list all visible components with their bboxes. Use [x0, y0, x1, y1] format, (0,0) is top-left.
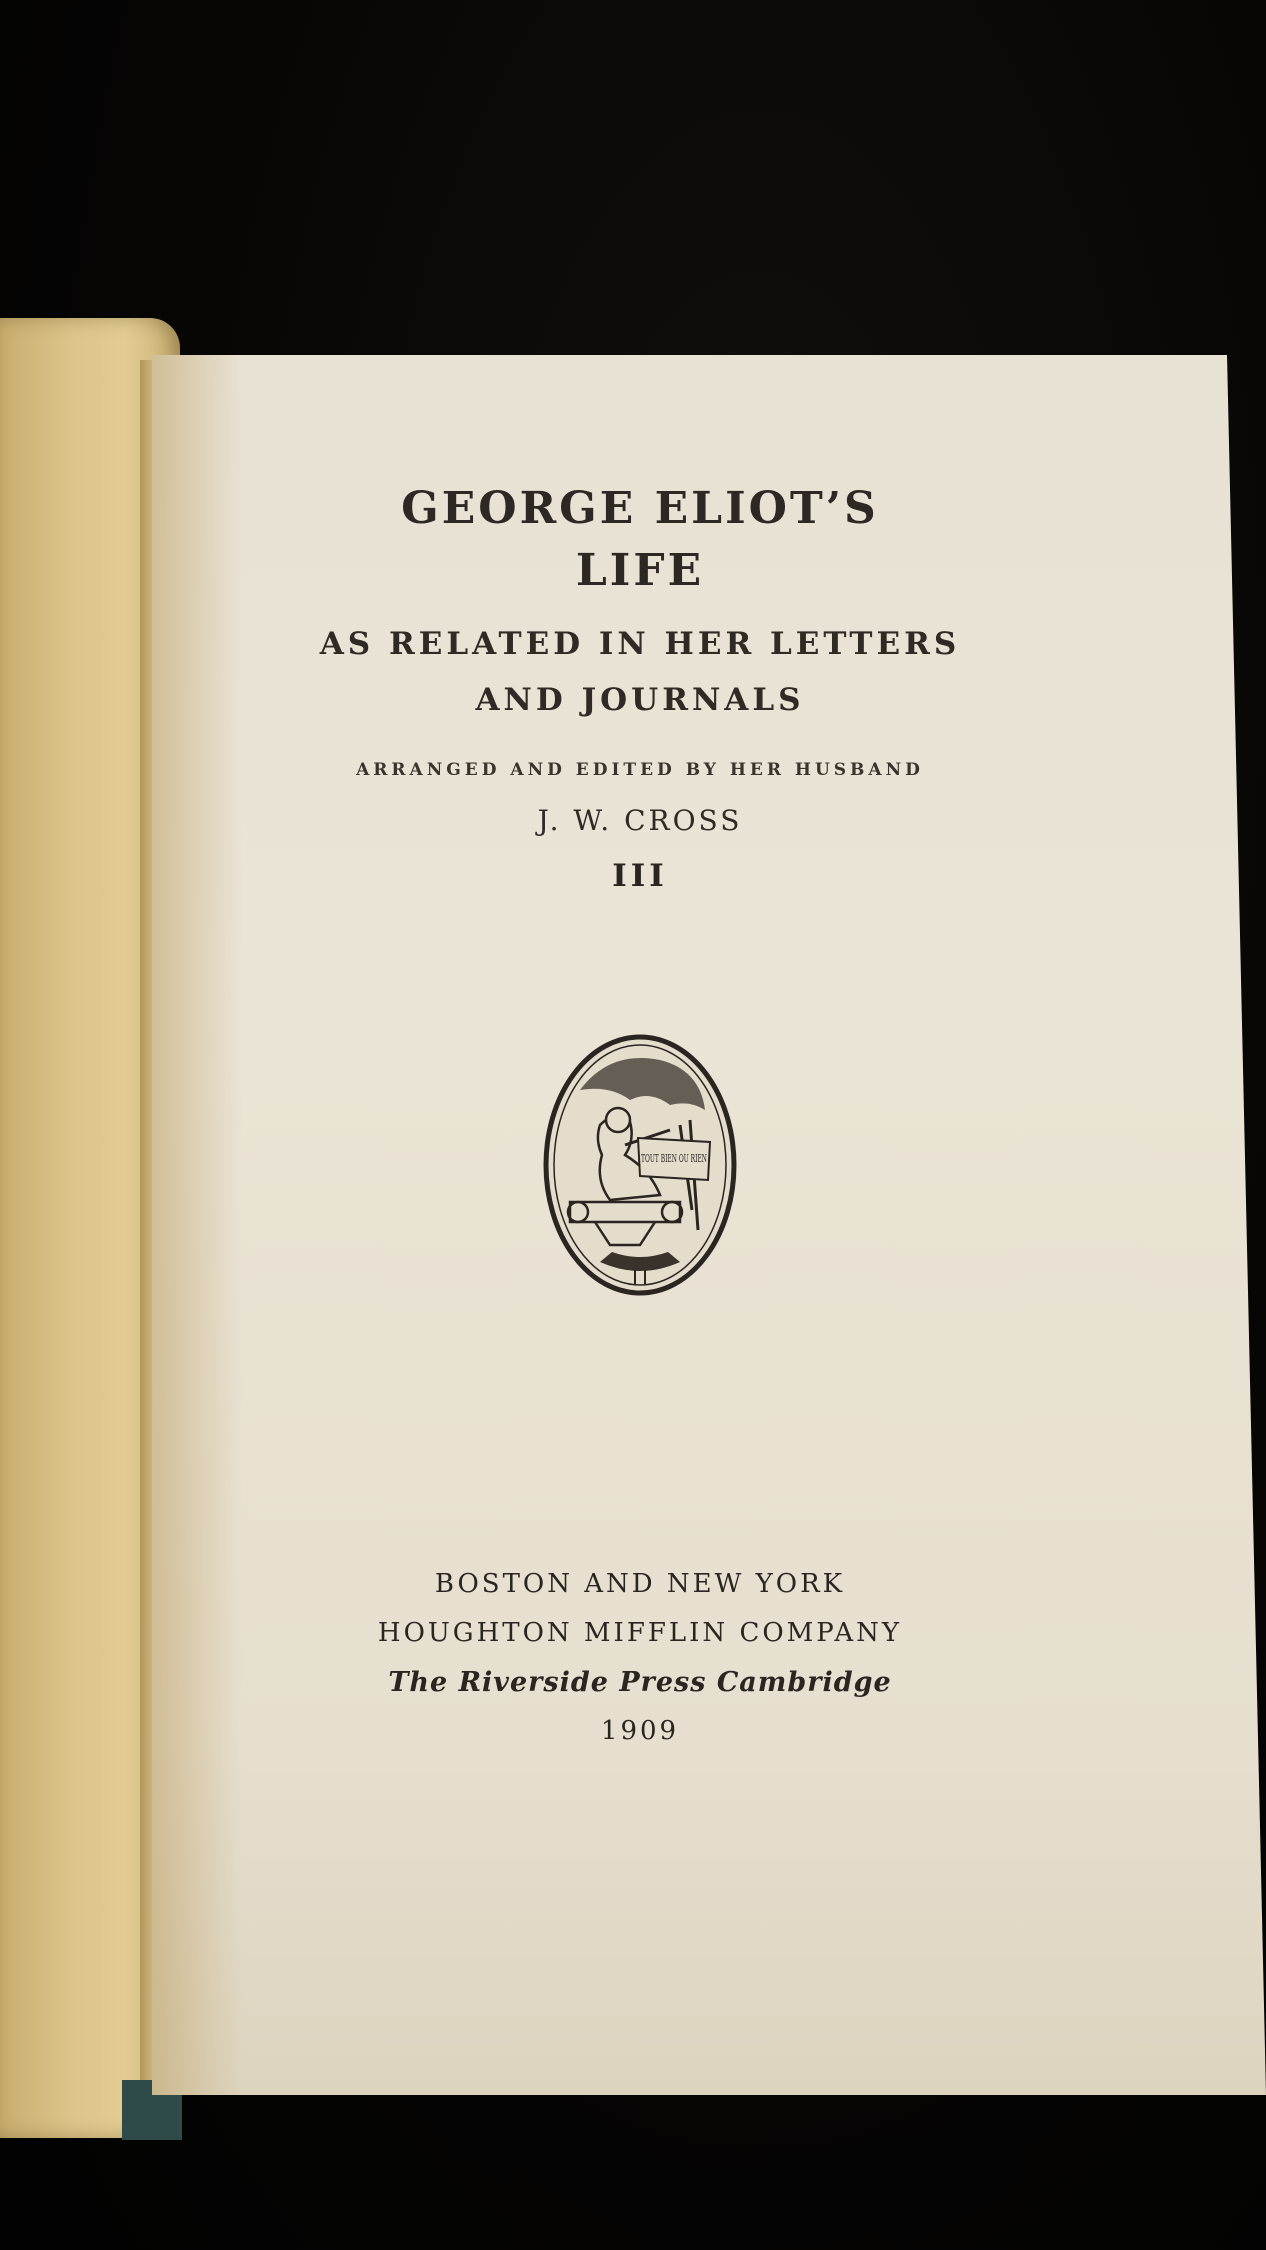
editor-name: J. W. CROSS — [537, 804, 743, 837]
volume-number: III — [612, 858, 668, 894]
book-subtitle — [250, 616, 1030, 728]
imprint-press: The Riverside Press Cambridge — [388, 1667, 892, 1698]
printers-device-emblem — [540, 1030, 740, 1300]
book-title-line1: GEORGE ELIOT’S — [401, 483, 879, 534]
book-title — [250, 478, 1030, 602]
imprint-cities: BOSTON AND NEW YORK — [434, 1569, 846, 1599]
page-gutter-shadow — [152, 355, 242, 2095]
imprint-block — [250, 1560, 1030, 1756]
book-subtitle-line2: AND JOURNALS — [475, 682, 805, 718]
imprint-publisher: HOUGHTON MIFFLIN COMPANY — [377, 1618, 903, 1648]
book-title-line2: LIFE — [575, 545, 705, 596]
imprint-year: 1909 — [600, 1716, 680, 1746]
book-subtitle-line1: AS RELATED IN HER LETTERS — [319, 626, 961, 662]
arranged-by-line: ARRANGED AND EDITED BY HER HUSBAND — [356, 760, 924, 780]
device-motto: TOUT BIEN OU RIEN — [641, 1152, 708, 1165]
